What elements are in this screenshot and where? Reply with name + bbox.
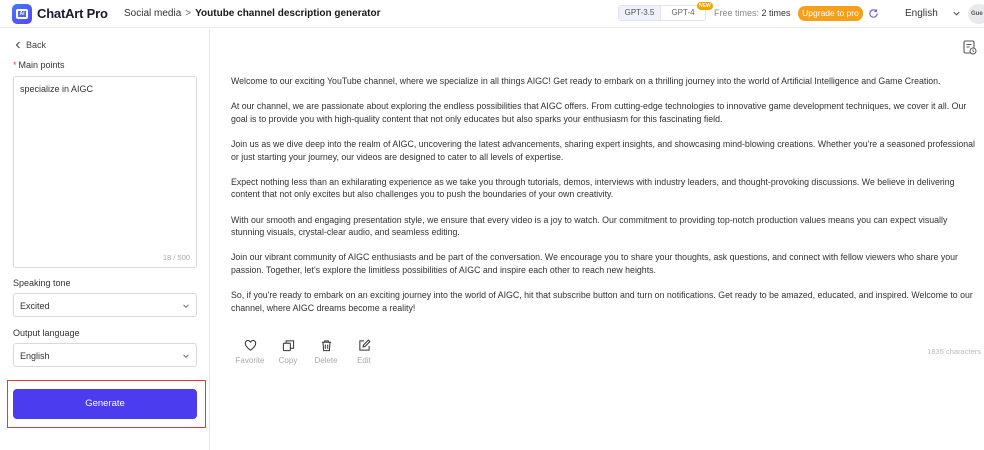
result-paragraph: Expect nothing less than an exhilarating experience as we take you through tutorials, demos, interviews with industry leaders, and thought-provoking discussions. We believe in delivering content that not only excites but also challenges you to push the boundaries of your own creativity. xyxy=(231,176,955,200)
back-label: Back xyxy=(26,40,47,50)
speaking-tone-value: Excited xyxy=(20,301,50,311)
favorite-button[interactable] xyxy=(231,339,269,365)
main-points-label xyxy=(13,60,65,70)
app-logo-icon[interactable]: Ai xyxy=(12,4,32,24)
required-marker: * xyxy=(13,60,17,70)
copy-icon xyxy=(282,339,295,352)
free-times xyxy=(714,8,791,18)
result-paragraph: So, if you're ready to embark on an exciting journey into the world of AIGC, hit that subscribe button and turn on notifications. Get ready to be amazed, educated, and inspired. Welcome to our channel, where AIGC dreams become a reality! xyxy=(231,290,973,313)
favorite-label: Favorite xyxy=(235,356,265,365)
delete-label: Delete xyxy=(314,356,338,365)
result-actions xyxy=(231,339,383,365)
main-points-textarea[interactable] xyxy=(13,76,197,268)
chevron-left-icon xyxy=(14,41,22,49)
trash-icon xyxy=(320,339,333,352)
result-paragraph: Welcome to our exciting YouTube channel, where we specialize in all things AIGC! Get ready to embark on a thrilling journey into the world of Artificial Intelligence and Game Creation. xyxy=(231,76,941,86)
breadcrumb-current: Youtube channel description generator xyxy=(195,8,381,19)
speaking-tone-select[interactable] xyxy=(13,293,197,317)
model-option-gpt35[interactable]: GPT-3.5 xyxy=(619,6,661,20)
edit-icon xyxy=(358,339,371,352)
speaking-tone-label: Speaking tone xyxy=(13,278,71,288)
main-points-value: specialize in AIGC xyxy=(20,84,94,94)
model-option-gpt4[interactable]: GPT-4 xyxy=(671,8,695,17)
main-points-counter: 18 / 500 xyxy=(162,253,190,262)
model-switch xyxy=(618,5,706,21)
input-panel xyxy=(0,29,210,450)
back-button[interactable] xyxy=(14,40,46,50)
character-count: 1835 characters xyxy=(927,347,981,356)
result-paragraph: Join our vibrant community of AIGC enthusiasts and be part of the conversation. We encourage you to share your thoughts, ask questions, and connect with fellow viewers who share your passion. Together, let's explore the limitless possibilities of AIGC and inspire each other to reach new heights. xyxy=(231,252,958,275)
output-language-value: English xyxy=(20,351,50,361)
refresh-icon[interactable] xyxy=(868,8,879,19)
generate-button[interactable]: Generate xyxy=(13,389,197,419)
delete-button[interactable] xyxy=(307,339,345,365)
result-paragraph: Join us as we dive deep into the realm of AIGC, uncovering the latest advancements, sharing expert insights, and showcasing mind-blowing creations. Whether you're a seasoned professional or just starting your journey, our videos are designed to cater to all levels of expertise. xyxy=(231,138,975,162)
result-panel xyxy=(211,29,984,450)
main-points-label-text: Main points xyxy=(18,60,65,70)
edit-label: Edit xyxy=(357,356,371,365)
copy-label: Copy xyxy=(278,356,298,365)
copy-button[interactable] xyxy=(269,339,307,365)
breadcrumb xyxy=(124,8,381,19)
new-badge: NEW xyxy=(699,3,711,9)
history-icon[interactable] xyxy=(963,40,977,55)
result-paragraph: With our smooth and engaging presentation style, we ensure that every video is a joy to watch. Our commitment to providing top-notch production values means you can expect visually stunning visuals, crystal-clear audio, and seamless editing. xyxy=(231,214,948,238)
free-times-label: Free times: xyxy=(714,8,760,18)
generated-description xyxy=(231,75,983,327)
breadcrumb-parent[interactable]: Social media xyxy=(124,8,182,19)
app-name[interactable]: ChatArt Pro xyxy=(37,6,108,21)
breadcrumb-separator: > xyxy=(185,8,192,19)
upgrade-button[interactable]: Upgrade to pro xyxy=(798,6,863,21)
output-language-label: Output language xyxy=(13,328,80,338)
result-paragraph: At our channel, we are passionate about exploring the endless possibilities that AIGC offers. From cutting-edge technologies to innovative game development techniques, we cover it all. Our goal is to provide you with high-quality content that not only educates but also sparks your enthusiasm for this fascinating field. xyxy=(231,101,967,124)
top-bar xyxy=(0,0,984,28)
heart-icon xyxy=(244,339,257,352)
avatar[interactable]: Gue xyxy=(968,4,984,24)
edit-button[interactable] xyxy=(345,339,383,365)
chevron-down-icon[interactable] xyxy=(952,9,961,18)
language-selector[interactable]: English xyxy=(905,8,938,19)
chevron-down-icon xyxy=(182,302,190,310)
chevron-down-icon xyxy=(182,352,190,360)
free-times-value: 2 times xyxy=(761,8,791,18)
output-language-select[interactable] xyxy=(13,343,197,367)
